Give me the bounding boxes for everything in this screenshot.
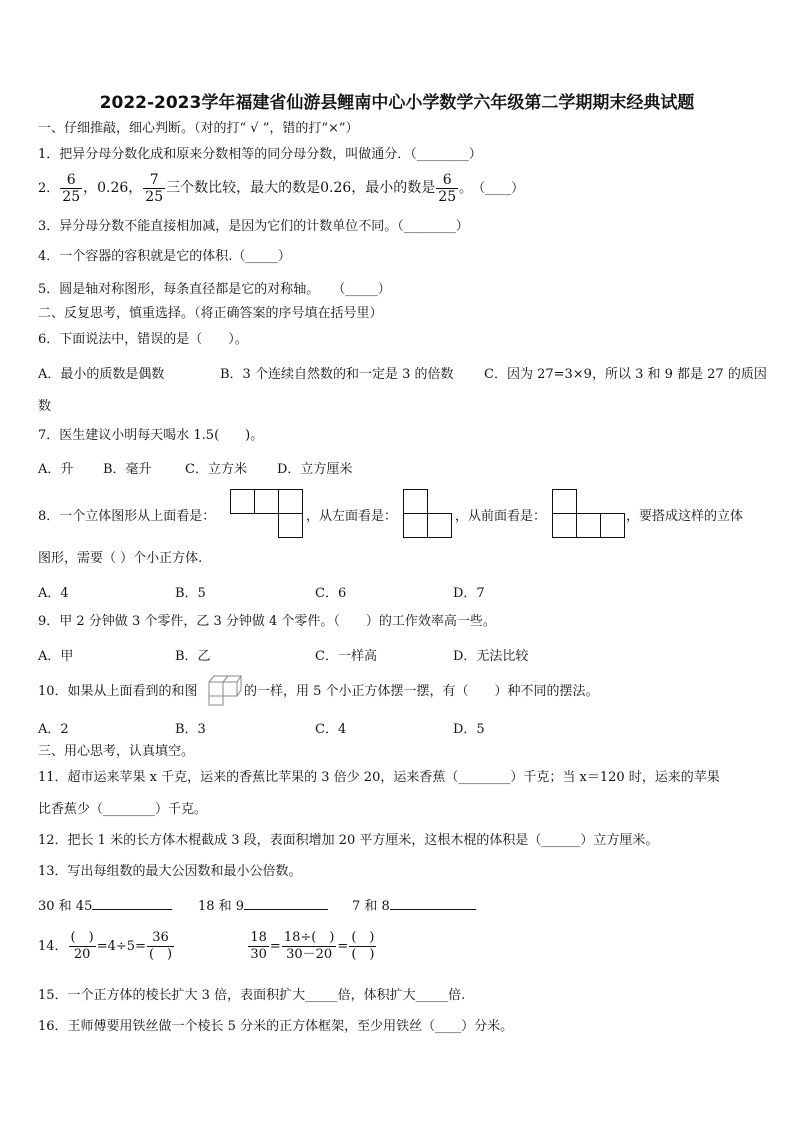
question-1: 1．把异分母分数化成和原来分数相等的同分母分数，叫做通分．（________）	[38, 147, 482, 162]
q10-text-1: 10．如果从上面看到的和图	[38, 684, 198, 699]
q8-option-b: B．5	[175, 586, 206, 601]
q14-fraction-c: $\frac{18}{30}$	[250, 930, 267, 962]
q14-fraction-b: $\frac{36}{( )}$	[148, 930, 173, 962]
question-7: 7．医生建议小明每天喝水 1.5( )。	[38, 428, 264, 443]
cube-stack-figure	[208, 670, 242, 706]
q8-text-4: ，要搭成这样的立体	[626, 509, 744, 524]
question-6: 6．下面说法中，错误的是（ ）。	[38, 332, 248, 347]
q14-fraction-d: $\frac{18\div( )}{30-20}$	[283, 930, 335, 962]
q10-option-b: B．3	[175, 722, 206, 737]
q6-option-c: C．因为 27=3×9，所以 3 和 9 都是 27 的质因	[484, 367, 767, 382]
q9-option-b: B．乙	[175, 649, 211, 664]
answer-blank[interactable]	[92, 895, 172, 910]
q8-text-5: 图形，需要（ ）个小正方体.	[38, 551, 203, 566]
q7-option-a: A．升	[38, 462, 74, 477]
q6-option-b: B．3 个连续自然数的和一定是 3 的倍数	[220, 367, 454, 382]
q8-text-1: 8．一个立体图形从上面看是：	[38, 509, 216, 524]
q8-option-d: D．7	[453, 586, 485, 601]
answer-blank[interactable]	[390, 895, 476, 910]
question-14: 14． $\frac{( )}{20}$ =4÷5= $\frac{36}{( )}$ $\frac{18}{30}$ = $\frac{18\div( )}{30-20}$ = $\frac{( )}{( )}$	[38, 930, 375, 962]
question-12: 12．把长 1 米的长方体木棍截成 3 段，表面积增加 20 平方厘米，这根木棍的体积是（______）立方厘米。	[38, 833, 659, 848]
q7-option-b: B．毫升	[103, 462, 152, 477]
top-view-figure	[230, 489, 304, 538]
q9-option-d: D．无法比较	[453, 649, 529, 664]
q8-text-3: ，从前面看是：	[455, 509, 547, 524]
question-2	[38, 172, 524, 205]
q7-option-c: C．立方米	[185, 462, 247, 477]
q9-option-c: C．一样高	[315, 649, 377, 664]
question-15: 15．一个正方体的棱长扩大 3 倍，表面积扩大_____倍，体积扩大_____倍.	[38, 988, 466, 1003]
q6-option-c-cont: 数	[38, 399, 52, 414]
q2-text-2: 三个数比较，最大的数是0.26，最小的数是	[166, 180, 436, 196]
question-16: 16．王师傅要用铁丝做一个棱长 5 分米的正方体框架，至少用铁丝（____）分米。	[38, 1019, 514, 1034]
q13-pair-2: 18 和 9	[198, 895, 328, 914]
q8-option-c: C．6	[315, 586, 347, 601]
answer-blank[interactable]	[244, 895, 328, 910]
page-title: 2022-2023学年福建省仙游县鲤南中心小学数学六年级第二学期期末经典试题	[99, 93, 695, 113]
q7-option-d: D．立方厘米	[277, 462, 353, 477]
q9-option-a: A．甲	[38, 649, 74, 664]
question-5: 5．圆是轴对称图形，每条直径都是它的对称轴。 （_____）	[38, 282, 391, 297]
question-13: 13．写出每组数的最大公因数和最小公倍数。	[38, 864, 302, 879]
q10-text-2: 的一样，用 5 个小正方体摆一摆，有（ ）种不同的摆法。	[244, 684, 599, 699]
q13-pair-3: 7 和 8	[352, 895, 476, 914]
question-9: 9．甲 2 分钟做 3 个零件，乙 3 分钟做 4 个零件。（ ）的工作效率高一些。	[38, 614, 496, 629]
section-1-heading: 一、仔细推敲，细心判断。（对的打“ √ ”，错的打“×”）	[38, 121, 359, 136]
question-4: 4．一个容器的容积就是它的体积.（_____）	[38, 249, 291, 264]
question-11: 11．超市运来苹果 x 千克，运来的香蕉比苹果的 3 倍少 20，运来香蕉（________）千克；当 x＝120 时，运来的苹果	[38, 770, 720, 785]
q8-option-a: A．4	[38, 586, 69, 601]
q2-text-1: ，0.26，	[83, 180, 143, 196]
section-3-heading: 三、用心思考，认真填空。	[38, 744, 195, 759]
left-view-figure	[403, 489, 453, 538]
question-11-cont: 比香蕉少（________）千克。	[38, 802, 208, 817]
q2-number: 2．	[38, 181, 60, 196]
q14-fraction-e: $\frac{( )}{( )}$	[351, 930, 375, 962]
q10-option-a: A．2	[38, 722, 69, 737]
q2-fraction-1: $\frac{6}{25}$	[62, 172, 81, 205]
front-view-figure	[552, 489, 626, 538]
q2-fraction-2: $\frac{7}{25}$	[145, 172, 164, 205]
q2-fraction-3: $\frac{6}{25}$	[438, 172, 457, 205]
section-2-heading: 二、反复思考，慎重选择。（将正确答案的序号填在括号里）	[38, 306, 383, 321]
q6-option-a: A．最小的质数是偶数	[38, 367, 165, 382]
q10-option-c: C．4	[315, 722, 347, 737]
q13-pair-1: 30 和 45	[38, 895, 172, 914]
q10-option-d: D．5	[453, 722, 485, 737]
q8-text-2: ，从左面看是：	[306, 509, 398, 524]
q14-fraction-a: $\frac{( )}{20}$	[70, 930, 94, 962]
q2-text-end: 。 （____）	[459, 181, 525, 196]
question-3: 3．异分母分数不能直接相加减，是因为它们的计数单位不同。（________）	[38, 219, 469, 234]
